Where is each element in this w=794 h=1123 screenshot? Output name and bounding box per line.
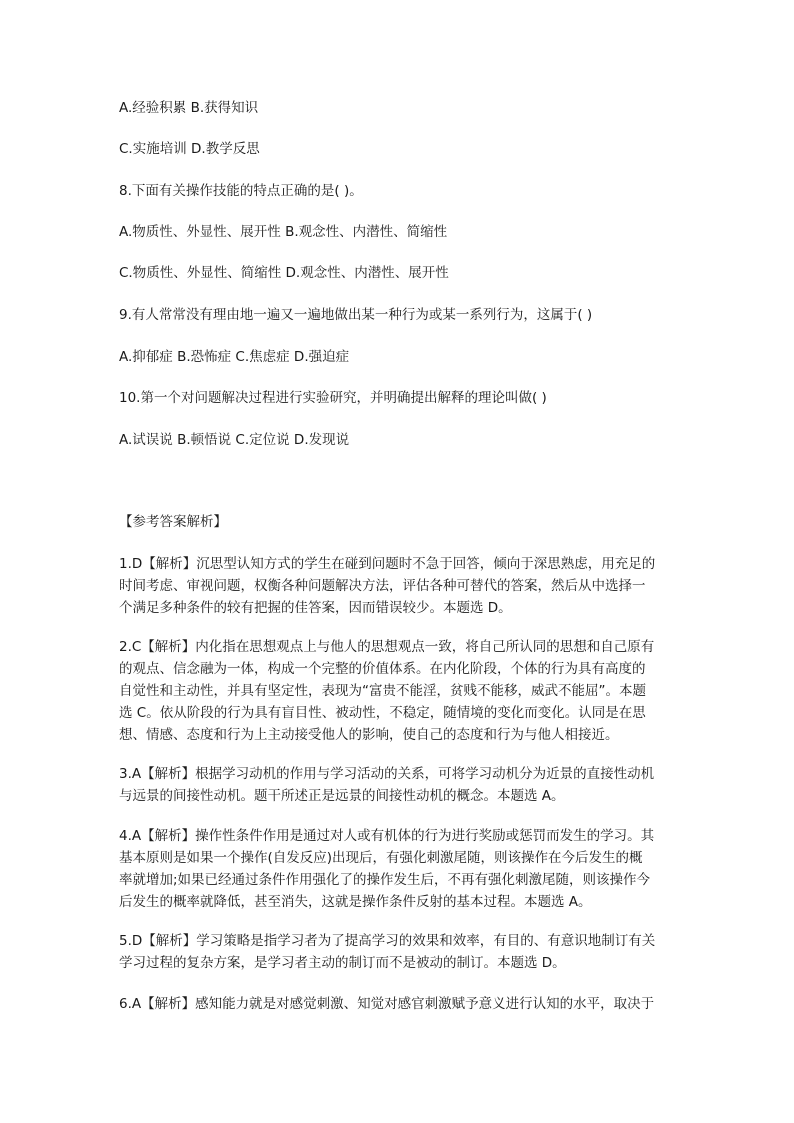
question-8-stem: 8.下面有关操作技能的特点正确的是( )。 [119, 183, 363, 199]
answer-2-line: 想、情感、态度和行为上主动接受他人的影响，使自己的态度和行为与他人相接近。 [119, 727, 619, 743]
answer-2 [119, 636, 675, 746]
answer-4-line: 后发生的概率就降低，甚至消失，这就是操作条件反射的基本过程。本题选 A。 [119, 894, 592, 910]
answer-5 [119, 930, 675, 974]
question-9-options: A.抑郁症 B.恐怖症 C.焦虑症 D.强迫症 [119, 349, 350, 365]
answer-4-line: 基本原则是如果一个操作(自发反应)出现后，有强化刺激尾随，则该操作在今后发生的概 [119, 850, 643, 866]
answer-4 [119, 825, 675, 913]
question-8-options-line-1: A.物质性、外显性、展开性 B.观念性、内潜性、简缩性 [119, 224, 448, 240]
answer-2-line: 选 C。依从阶段的行为具有盲目性、被动性，不稳定，随情境的变化而变化。认同是在思 [119, 705, 646, 721]
answer-2-line: 的观点、信念融为一体，构成一个完整的价值体系。在内化阶段，个体的行为具有高度的 [119, 661, 646, 677]
question-10-options: A.试误说 B.顿悟说 C.定位说 D.发现说 [119, 432, 350, 448]
question-7-options-line-2: C.实施培训 D.教学反思 [119, 141, 260, 157]
answer-2-line: 2.C【解析】内化指在思想观点上与他人的思想观点一致，将自己所认同的思想和自己原有 [119, 639, 655, 655]
question-7-options-line-1: A.经验积累 B.获得知识 [119, 100, 259, 116]
answer-1-line: 个满足多种条件的较有把握的佳答案，因而错误较少。本题选 D。 [119, 600, 512, 616]
answer-2-line: 自觉性和主动性，并具有坚定性，表现为“富贵不能淫，贫贱不能移，威武不能屈”。本题 [119, 683, 646, 699]
answer-1-line: 时间考虑、审视问题，权衡各种问题解决方法，评估各种可替代的答案，然后从中选择一 [119, 578, 646, 594]
answer-1-line: 1.D【解析】沉思型认知方式的学生在碰到问题时不急于回答，倾向于深思熟虑，用充足的 [119, 556, 656, 572]
answer-3-line: 3.A【解析】根据学习动机的作用与学习活动的关系，可将学习动机分为近景的直接性动机 [119, 766, 655, 782]
answer-4-line: 率就增加;如果已经通过条件作用强化了的操作发生后，不再有强化刺激尾随，则该操作今 [119, 872, 651, 888]
answer-6-line: 6.A【解析】感知能力就是对感觉刺激、知觉对感官刺激赋予意义进行认知的水平，取决于 [119, 996, 655, 1012]
answers-heading: 【参考答案解析】 [119, 514, 227, 530]
answer-4-line: 4.A【解析】操作性条件作用是通过对人或有机体的行为进行奖励或惩罚而发生的学习。其 [119, 828, 655, 844]
question-9-stem: 9.有人常常没有理由地一遍又一遍地做出某一种行为或某一系列行为，这属于( ) [119, 307, 593, 323]
answer-5-line: 学习过程的复杂方案，是学习者主动的制订而不是被动的制订。本题选 D。 [119, 955, 566, 971]
answer-6 [119, 993, 675, 1015]
answer-1 [119, 553, 675, 619]
answer-3-line: 与远景的间接性动机。题干所述正是远景的间接性动机的概念。本题选 A。 [119, 788, 565, 804]
answer-3 [119, 763, 675, 807]
question-10-stem: 10.第一个对问题解决过程进行实验研究，并明确提出解释的理论叫做( ) [119, 390, 547, 406]
answer-5-line: 5.D【解析】学习策略是指学习者为了提高学习的效果和效率，有目的、有意识地制订有关 [119, 933, 656, 949]
question-8-options-line-2: C.物质性、外显性、简缩性 D.观念性、内潜性、展开性 [119, 265, 449, 281]
